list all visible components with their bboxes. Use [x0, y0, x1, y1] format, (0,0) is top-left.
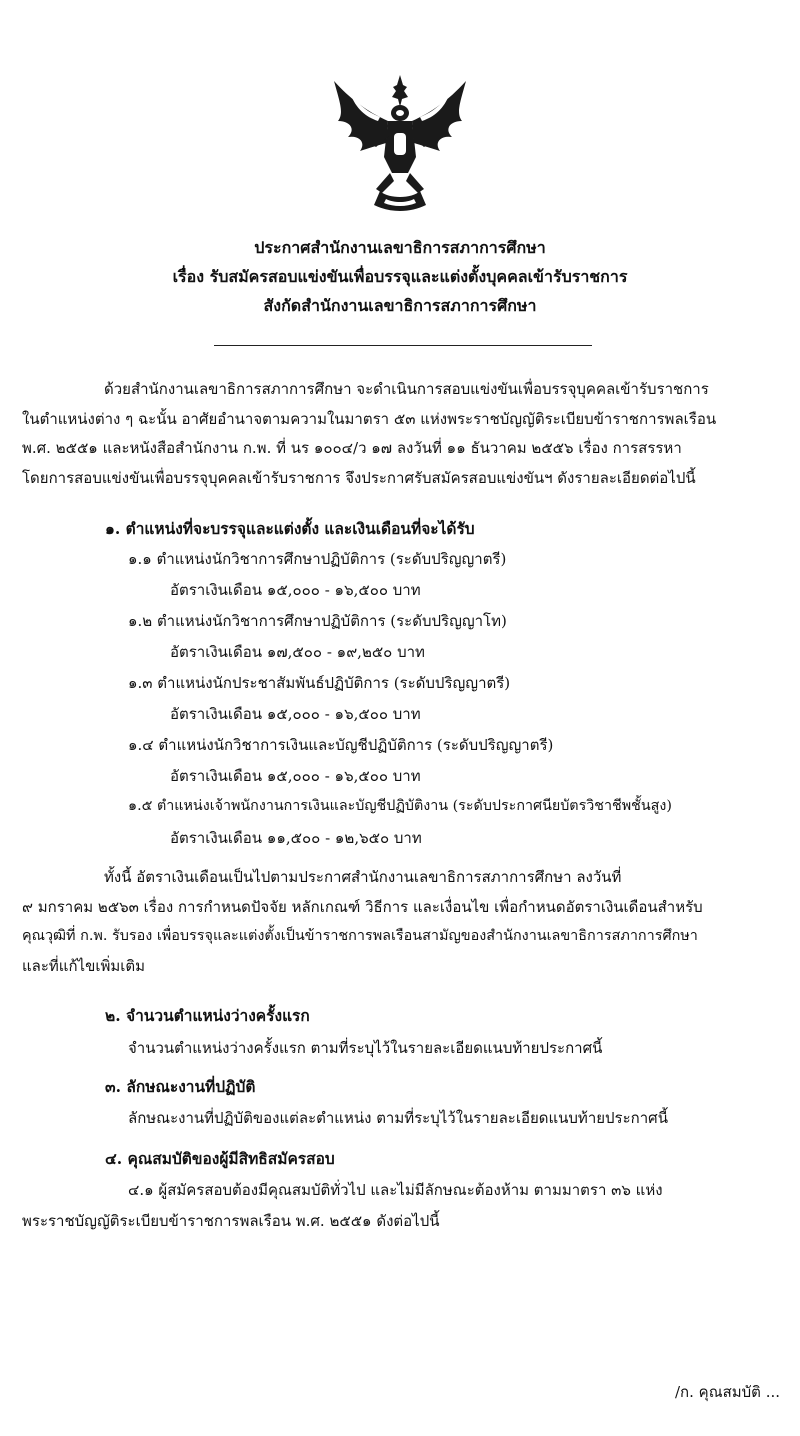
section-2-heading: ๒. จำนวนตำแหน่งว่างครั้งแรก	[105, 1006, 310, 1025]
position-salary: อัตราเงินเดือน ๑๕,๐๐๐ - ๑๖,๕๐๐ บาท	[170, 767, 421, 785]
intro-line: พ.ศ. ๒๕๕๑ และหนังสือสำนักงาน ก.พ. ที่ นร ๑๐๐๔/ว ๑๗ ลงวันที่ ๑๑ ธันวาคม ๒๕๕๖ เรื่อง การสรรหา	[22, 439, 682, 457]
intro-line: ด้วยสำนักงานเลขาธิการสภาการศึกษา จะดำเนินการสอบแข่งขันเพื่อบรรจุบุคคลเข้ารับราชการ	[104, 380, 709, 398]
announcement-title	[0, 233, 800, 320]
intro-paragraph	[22, 375, 792, 493]
title-line-1: ประกาศสำนักงานเลขาธิการสภาการศึกษา	[254, 238, 546, 257]
salary-note-paragraph	[22, 863, 792, 981]
position-title: ๑.๕ ตำแหน่งเจ้าพนักงานการเงินและบัญชีปฏิบัติงาน (ระดับประกาศนียบัตรวิชาชีพชั้นสูง)	[128, 798, 672, 814]
section-1-heading: ๑. ตำแหน่งที่จะบรรจุและแต่งตั้ง และเงินเดือนที่จะได้รับ	[105, 519, 475, 538]
position-salary: อัตราเงินเดือน ๑๕,๐๐๐ - ๑๖,๕๐๐ บาท	[170, 581, 421, 599]
note-line: คุณวุฒิที่ ก.พ. รับรอง เพื่อบรรจุและแต่งตั้งเป็นข้าราชการพลเรือนสามัญของสำนักงานเลขาธิการสภาการศึกษา	[22, 928, 698, 944]
position-title: ๑.๑ ตำแหน่งนักวิชาการศึกษาปฏิบัติการ (ระดับปริญญาตรี)	[128, 550, 507, 568]
garuda-emblem	[330, 73, 470, 213]
section-3-heading: ๓. ลักษณะงานที่ปฏิบัติ	[105, 1077, 256, 1096]
position-salary: อัตราเงินเดือน ๑๕,๐๐๐ - ๑๖,๕๐๐ บาท	[170, 705, 421, 723]
position-salary: อัตราเงินเดือน ๑๑,๕๐๐ - ๑๒,๖๕๐ บาท	[170, 829, 422, 847]
intro-line: โดยการสอบแข่งขันเพื่อบรรจุบุคคลเข้ารับราชการ จึงประกาศรับสมัครสอบแข่งขันฯ ดังรายละเอียดต่อไปนี้	[22, 468, 696, 487]
position-salary: อัตราเงินเดือน ๑๗,๕๐๐ - ๑๙,๒๕๐ บาท	[170, 643, 425, 661]
section-4-line: ๔.๑ ผู้สมัครสอบต้องมีคุณสมบัติทั่วไป และไม่มีลักษณะต้องห้าม ตามมาตรา ๓๖ แห่ง	[128, 1181, 663, 1199]
section-2-text: จำนวนตำแหน่งว่างครั้งแรก ตามที่ระบุไว้ในรายละเอียดแนบท้ายประกาศนี้	[128, 1039, 603, 1057]
note-line: ทั้งนี้ อัตราเงินเดือนเป็นไปตามประกาศสำนักงานเลขาธิการสภาการศึกษา ลงวันที่	[104, 868, 622, 886]
note-line: ๙ มกราคม ๒๕๖๓ เรื่อง การกำหนดปัจจัย หลักเกณฑ์ วิธีการ และเงื่อนไข เพื่อกำหนดอัตราเงินเดือนสำหรับ	[22, 897, 703, 916]
intro-line: ในตำแหน่งต่าง ๆ ฉะนั้น อาศัยอำนาจตามความในมาตรา ๕๓ แห่งพระราชบัญญัติระเบียบข้าราชการพลเรือน	[22, 409, 717, 428]
section-4-heading: ๔. คุณสมบัติของผู้มีสิทธิสมัครสอบ	[105, 1149, 335, 1168]
title-divider	[214, 345, 592, 346]
section-4-line: พระราชบัญญัติระเบียบข้าราชการพลเรือน พ.ศ. ๒๕๕๑ ดังต่อไปนี้	[22, 1212, 440, 1230]
position-title: ๑.๓ ตำแหน่งนักประชาสัมพันธ์ปฏิบัติการ (ระดับปริญญาตรี)	[128, 674, 511, 692]
page-continuation: /ก. คุณสมบัติ ...	[675, 1383, 780, 1401]
position-title: ๑.๒ ตำแหน่งนักวิชาการศึกษาปฏิบัติการ (ระดับปริญญาโท)	[128, 612, 507, 630]
title-line-3: สังกัดสำนักงานเลขาธิการสภาการศึกษา	[263, 296, 537, 315]
note-line: และที่แก้ไขเพิ่มเติม	[22, 956, 146, 975]
section-3-text: ลักษณะงานที่ปฏิบัติของแต่ละตำแหน่ง ตามที่ระบุไว้ในรายละเอียดแนบท้ายประกาศนี้	[128, 1109, 668, 1127]
position-title: ๑.๔ ตำแหน่งนักวิชาการเงินและบัญชีปฏิบัติการ (ระดับปริญญาตรี)	[128, 736, 554, 754]
title-line-subject: เรื่อง รับสมัครสอบแข่งขันเพื่อบรรจุและแต่งตั้งบุคคลเข้ารับราชการ	[172, 267, 628, 286]
